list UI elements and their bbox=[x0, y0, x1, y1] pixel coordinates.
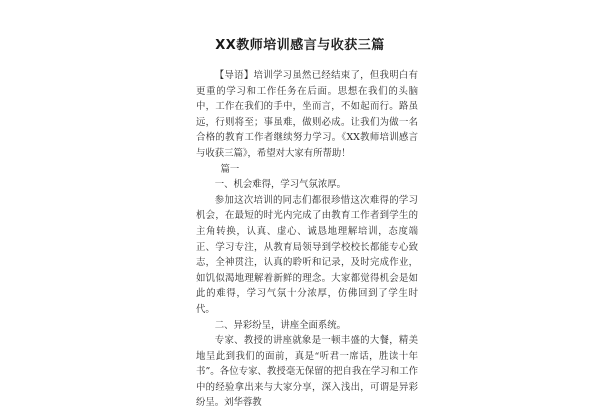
section-title: 篇一 bbox=[220, 163, 240, 175]
intro-paragraph: 【导语】培训学习虽然已经结束了，但我明白有更重的学习和工作任务在后面。思想在我们的头脑中，工作在我们的手中，坐而言，不如起而行。路虽远，行则将至；事虽难，做则必成。让我们为做一名合格的教育工作者继续努力学习。《XX教师培训感言与收获三篇》，希望对大家有所帮助！ bbox=[196, 70, 418, 159]
paragraph-1: 参加这次培训的同志们都很珍惜这次难得的学习机会，在最短的时光内完成了由教育工作者到学生的主角转换，认真、虚心、诚恳地理解培训，态度端正、学习专注，从教育局领导到学校校长都能专心致志，全神贯注，认真的聆听和记录，及时完成作业，如饥似渴地理解着新鲜的理念。大家都觉得机会是如此的难得，学习气氛十分浓厚，仿佛回到了学生时代。 bbox=[196, 194, 418, 315]
heading-1: 一、机会难得，学习气氛浓厚。 bbox=[214, 179, 347, 191]
document-title: XX教师培训感言与收获三篇 bbox=[215, 38, 385, 53]
paragraph-2: 专家、教授的讲座就象是一顿丰盛的大餐，精美地呈此到我们的面前，真是“听君一席话，胜读十年书”。各位专家、教授毫无保留的把自我在学习和工作中的经验拿出来与大家分享，深入浅出，可谓是异彩纷呈。刘华蓉教 bbox=[196, 335, 418, 409]
heading-2: 二、异彩纷呈，讲座全面系统。 bbox=[214, 319, 347, 331]
document-body bbox=[196, 68, 418, 411]
